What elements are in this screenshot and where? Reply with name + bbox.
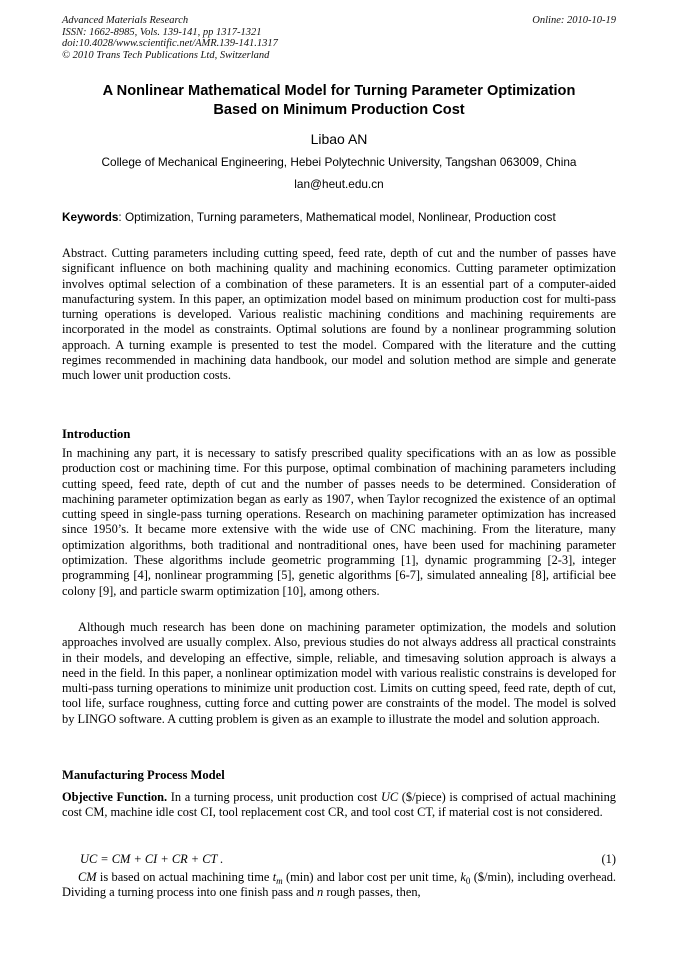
- tm-variable: t: [272, 870, 277, 884]
- cm-paragraph: [62, 870, 616, 901]
- author-email[interactable]: lan@heut.edu.cn: [294, 177, 384, 191]
- title-line-1: A Nonlinear Mathematical Model for Turning Parameter Optimization: [102, 83, 576, 99]
- objective-function-paragraph: [62, 790, 616, 821]
- objective-text-a: In a turning process, unit production cost: [167, 790, 381, 804]
- introduction-paragraph-2: Although much research has been done on machining parameter optimization, the models and solution approaches involved are usually complex. Also, previous studies do not always address all practical constraints in their models, and developing an effective, simple, reliable, and timesaving solution approach is always a need in the field. In this paper, a nonlinear optimization model with various realistic constrains is developed for multi-pass turning operations to minimize unit production cost. Limits on cutting speed, feed rate, depth of cut, tool life, surface roughness, cutting force and cutting power are constraints of the model. The model is solved by LINGO software. A cutting problem is given as an example to illustrate the model and solution approach.: [62, 620, 616, 726]
- affiliation: College of Mechanical Engineering, Hebei Polytechnic University, Tangshan 063009, China: [101, 155, 577, 169]
- keywords-text: : Optimization, Turning parameters, Mathematical model, Nonlinear, Production cost: [118, 210, 556, 224]
- equation-1-body: UC = CM + CI + CR + CT .: [80, 852, 224, 866]
- journal-header: [62, 15, 616, 61]
- abstract: Abstract. Cutting parameters including cutting speed, feed rate, depth of cut and the number of passes have significant influence on both machining quality and machining economics. Cutting parameter optimization involves optimal selection of a combination of these parameters. It is an essential part of a computer-aided manufacturing system. In this paper, an optimization model based on minimum production cost for multi-pass turning operations is developed. Various realistic machining conditions and machining requirements are incorporated in the model as constraints. Optimal solutions are found by a nonlinear programming solution approach. A turning example is presented to test the model. Compared with the literature and the cutting regimes recommended in machining data handbook, our model and solution method are simple and generate much lower unit production costs.: [62, 246, 616, 383]
- cm-text-a: is based on actual machining time: [96, 870, 273, 884]
- objective-function-label: Objective Function.: [62, 790, 168, 804]
- cm-text-c: ($/min), including overhead. Dividing a turning process into one finish pass and: [62, 870, 616, 900]
- k0-subscript: 0: [465, 876, 471, 886]
- manufacturing-heading: Manufacturing Process Model: [62, 768, 225, 782]
- equation-1-number: (1): [601, 852, 616, 866]
- paper-title: [62, 82, 616, 120]
- tm-subscript: m: [276, 876, 283, 886]
- uc-variable: UC: [380, 790, 399, 804]
- cm-text-b: (min) and labor cost per unit time,: [282, 870, 461, 884]
- doi-line[interactable]: doi:10.4028/www.scientific.net/AMR.139-141.1317: [62, 38, 278, 49]
- copyright-line: © 2010 Trans Tech Publications Ltd, Switzerland: [62, 49, 270, 61]
- title-line-2: Based on Minimum Production Cost: [213, 102, 465, 118]
- online-date: Online: 2010-10-19: [532, 15, 616, 26]
- keywords-label: Keywords: [62, 210, 119, 224]
- objective-text-b: ($/piece) is comprised of actual machining cost CM, machine idle cost CI, tool replacement cost CR, and tool cost CT, if material cost is not considered.: [62, 790, 617, 820]
- cm-variable: CM: [78, 870, 97, 884]
- introduction-heading: Introduction: [62, 427, 131, 441]
- issn-line: ISSN: 1662-8985, Vols. 139-141, pp 1317-1321: [62, 26, 262, 38]
- k0-variable: k: [460, 870, 466, 884]
- author-name: Libao AN: [310, 131, 368, 147]
- keywords: [62, 210, 616, 225]
- introduction-paragraph-1: In machining any part, it is necessary to satisfy prescribed quality specifications with an as low as possible production cost or machining time. For this purpose, optimal combination of machining parameters including cutting speed, feed rate, depth of cut and the number of passes needs to be determined. Consideration of machining parameter optimization began as early as 1907, when Taylor recognized the existence of an optimal cutting speed in single-pass turning operations. Research on machining parameter optimization has increased since 1950’s. It became more extensive with the wide use of CNC machining. From the literature, many optimization algorithms, both traditional and nontraditional ones, have been used for machining parameter optimization. These algorithms include geometric programming [1], dynamic programming [2-3], integer programming [4], nonlinear programming [5], genetic algorithms [6-7], simulated annealing [8], artificial bee colony [9], and particle swarm optimization [10], among others.: [62, 446, 616, 598]
- cm-text-d: rough passes, then,: [323, 885, 421, 900]
- journal-name: Advanced Materials Research: [62, 15, 189, 26]
- n-variable: n: [317, 885, 324, 900]
